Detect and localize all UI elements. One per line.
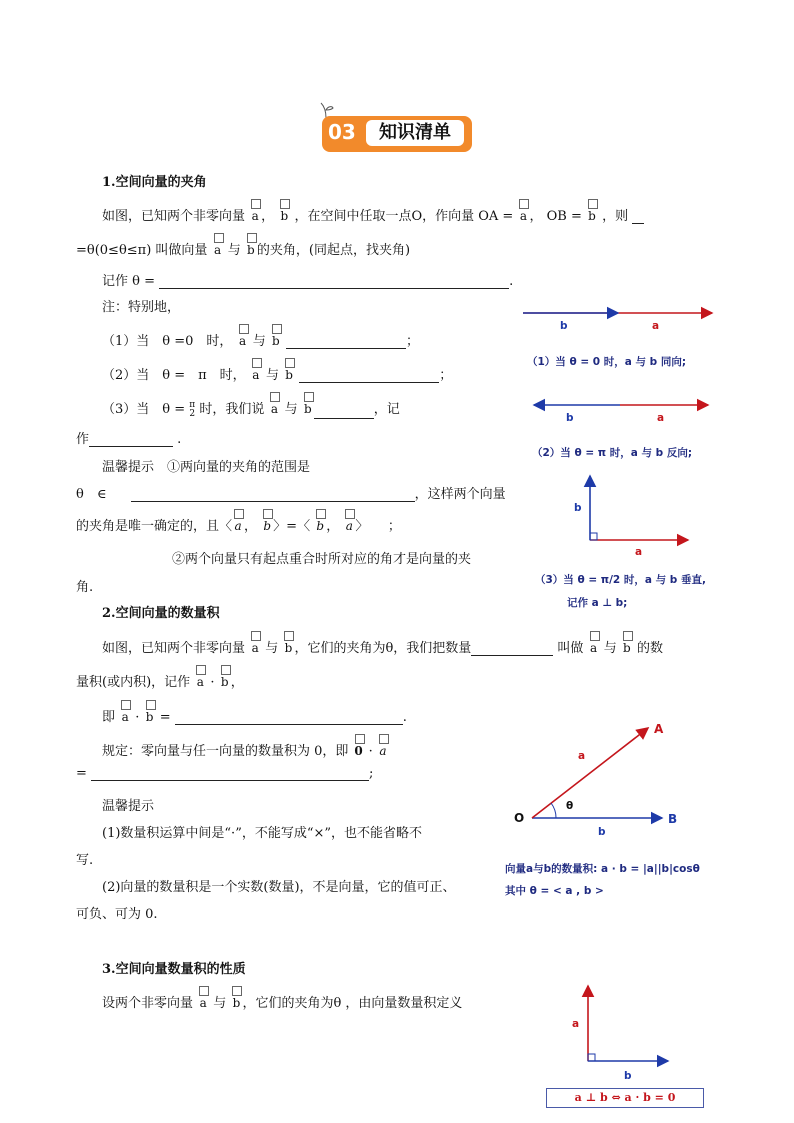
fig3-label-b: b xyxy=(574,502,582,514)
vector-letter: b xyxy=(263,519,272,533)
vector-letter: b xyxy=(303,402,312,416)
sec1-case1: （1）当 θ =0 时， a 与 b ； xyxy=(102,330,419,349)
sec1-tip4: 的夹角是唯一确定的，且〈 a ， b 〉=〈 b ， a 〉 ； xyxy=(76,515,401,534)
vector-letter: b xyxy=(247,243,255,257)
section2-title: 2.空间向量的数量积 xyxy=(102,606,220,621)
fig3-caption: （3）当 θ = π/2 时，a 与 b 垂直, xyxy=(535,574,706,586)
text: 时，我们说 xyxy=(199,402,265,417)
text: 量积(或内积)，记作 xyxy=(76,675,191,690)
right-angle-mark xyxy=(590,533,597,540)
angle-arc xyxy=(551,803,556,818)
vector-letter: a xyxy=(251,209,259,223)
vector-letter: b xyxy=(272,334,280,348)
sec1-special: 注：特别地， xyxy=(102,300,181,315)
vector-letter: a xyxy=(214,243,222,257)
sec2-tip1b: 写. xyxy=(76,853,94,868)
text: 与 xyxy=(603,641,617,656)
sec2-tip-title: 温馨提示 xyxy=(102,799,155,814)
badge-title: 知识清单 xyxy=(366,120,464,146)
perpendicular-formula-box: a ⊥ b ⇔ a · b = 0 xyxy=(546,1088,704,1108)
text: （1）当 θ =0 时， xyxy=(102,334,233,349)
vector-letter: a xyxy=(251,641,259,655)
text: 的夹角，(同起点，找夹角) xyxy=(256,243,411,258)
text: 规定：零向量与任一向量的数量积为 0，即 xyxy=(102,744,349,759)
sec2-line3: 即 a · b = . xyxy=(102,706,407,725)
vector-letter: a xyxy=(590,641,598,655)
sec2-rule: 规定：零向量与任一向量的数量积为 0，即 0 · a xyxy=(102,740,389,759)
fig2-label-a: a xyxy=(657,412,665,424)
fig1-label-b: b xyxy=(560,320,568,332)
text: ，则 xyxy=(602,209,629,224)
vector-ob: OB = xyxy=(546,209,582,224)
text: 的夹角是唯一确定的，且 xyxy=(76,519,220,534)
text: ，在空间中任取一点O，作向量 xyxy=(294,209,475,224)
text: 如图，已知两个非零向量 xyxy=(102,641,246,656)
text: ，它们的夹角为θ ，由向量数量积定义 xyxy=(242,996,463,1011)
fig5-label-b: b xyxy=(624,1070,632,1082)
vector-letter: b xyxy=(284,641,293,655)
fig3-label-a: a xyxy=(635,546,643,558)
fig1-label-a: a xyxy=(652,320,660,332)
fig4-caption: 向量a与b的数量积: a · b = |a||b|cosθ xyxy=(505,863,700,875)
vector-letter: a xyxy=(121,710,129,724)
fig2-caption: （2）当 θ = π 时，a 与 b 反向; xyxy=(532,447,693,459)
fig5-label-a: a xyxy=(572,1018,580,1030)
fig4-label-b: b xyxy=(598,826,606,838)
fig1-caption: （1）当 θ = 0 时，a 与 b 同向; xyxy=(527,356,687,368)
sec1-tip1: 温馨提示 ①两向量的夹角的范围是 xyxy=(102,460,311,475)
fig4-caption2: 其中 θ = < a , b > xyxy=(505,885,604,897)
text: 与 xyxy=(213,996,227,1011)
vector-letter: b xyxy=(316,519,325,533)
text: ，它们的夹角为θ，我们把数量 xyxy=(294,641,472,656)
fig4-label-theta: θ xyxy=(566,800,574,812)
vector-letter: b xyxy=(285,368,293,382)
text: 与 xyxy=(265,641,279,656)
fig4-label-B: B xyxy=(668,812,678,826)
fig4-label-A: A xyxy=(654,722,664,736)
figure-perpendicular-property xyxy=(588,986,668,1061)
vector-letter: b xyxy=(588,209,596,223)
sec1-tip5: ②两个向量只有起点重合时所对应的角才是向量的夹 xyxy=(172,552,472,567)
section3-title: 3.空间向量数量积的性质 xyxy=(102,962,246,977)
vector-letter: a xyxy=(199,996,207,1010)
vector-letter: a xyxy=(252,368,260,382)
right-angle-mark xyxy=(588,1054,595,1061)
fig4-label-a: a xyxy=(578,750,586,762)
text: 叫做 xyxy=(557,641,584,656)
text: . xyxy=(177,432,182,447)
text: =θ(0≤θ≤π) 叫做向量 xyxy=(76,243,208,258)
vector-letter: a xyxy=(345,519,353,533)
fig3-caption2: 记作 a ⊥ b; xyxy=(567,597,628,609)
text: ，记 xyxy=(373,402,400,417)
sec2-rule-cont: = ; xyxy=(76,766,374,781)
fig4-label-O: O xyxy=(514,811,525,825)
text: 与 xyxy=(227,243,241,258)
vector-letter: a xyxy=(519,209,528,223)
text: （2）当 θ = π 时， xyxy=(102,368,246,383)
vector-letter: a xyxy=(379,744,387,758)
vector-letter: a xyxy=(270,402,279,416)
text: 的数 xyxy=(637,641,664,656)
vector-letter: 0 xyxy=(354,744,363,758)
vector-letter: b xyxy=(623,641,631,655)
sec2-tip1: (1)数量积运算中间是“·”，不能写成“×”，也不能省略不 xyxy=(102,826,423,841)
sec1-line1: 如图，已知两个非零向量 a ， b ，在空间中任取一点O，作向量 OA = a ， OB = b ，则 xyxy=(102,205,644,224)
text: （3）当 θ = xyxy=(102,402,186,417)
vector-letter: b xyxy=(280,209,289,223)
text: 2 xyxy=(189,408,196,419)
vector-oa: OA = xyxy=(478,209,514,224)
text: θ ∈ xyxy=(76,487,107,502)
text: π xyxy=(189,399,196,410)
text: 与 xyxy=(284,402,298,417)
sec1-tip6: 角. xyxy=(76,580,94,595)
text: 即 xyxy=(102,710,116,725)
figure-dot-product xyxy=(532,728,662,818)
badge-number: 03 xyxy=(328,120,356,144)
text: 作 xyxy=(76,432,90,447)
text: ，这样两个向量 xyxy=(414,487,506,502)
vector-letter: b xyxy=(220,675,229,689)
sec2-tip2: (2)向量的数量积是一个实数(数量)，不是向量，它的值可正、 xyxy=(102,880,456,895)
text: . xyxy=(509,274,514,289)
text: 与 xyxy=(252,334,266,349)
vector-letter: b xyxy=(232,996,241,1010)
text: 设两个非零向量 xyxy=(102,996,194,1011)
sec2-line2: 量积(或内积)，记作 a · b ， xyxy=(76,671,244,690)
figure-perpendicular xyxy=(590,476,688,540)
fig2-label-b: b xyxy=(566,412,574,424)
section1-title: 1.空间向量的夹角 xyxy=(102,175,207,190)
vector-letter: b xyxy=(145,710,154,724)
vector-a-line xyxy=(532,728,648,818)
text: 记作 θ = xyxy=(102,274,155,289)
vector-letter: a xyxy=(238,334,247,348)
sec1-case2: （2）当 θ = π 时， a 与 b ； xyxy=(102,364,452,383)
vector-letter: a xyxy=(234,519,242,533)
text: 与 xyxy=(265,368,279,383)
text: 如图，已知两个非零向量 xyxy=(102,209,246,224)
vector-letter: a xyxy=(196,675,204,689)
sec2-tip2b: 可负、可为 0. xyxy=(76,907,158,922)
